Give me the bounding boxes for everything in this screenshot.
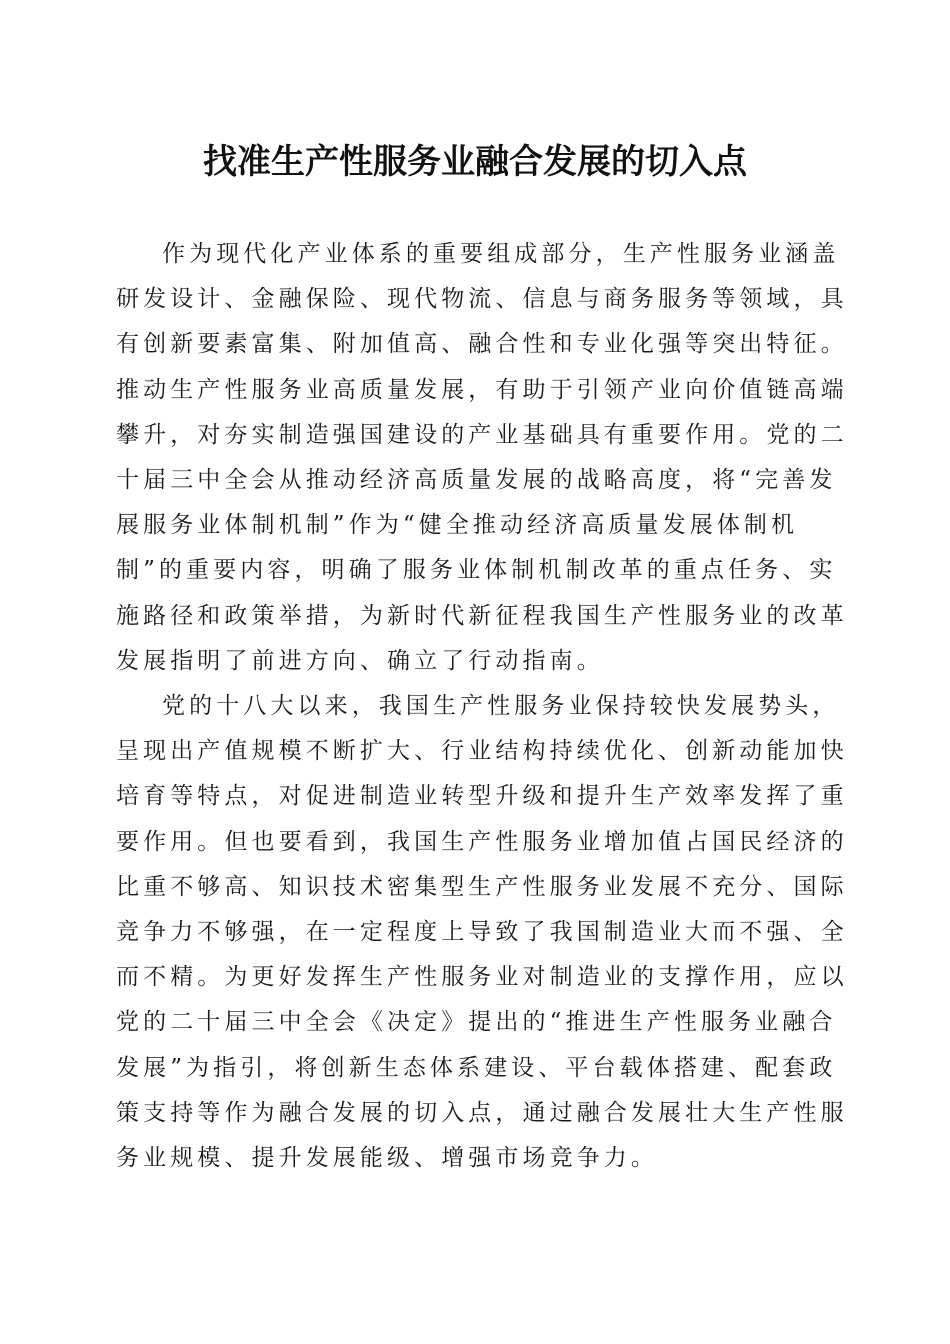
paragraph-line: 呈现出产值规模不断扩大、行业结构持续优化、创新动能加快: [116, 738, 848, 765]
paragraph-line: 要作用。但也要看到，我国生产性服务业增加值占国民经济的: [116, 828, 848, 855]
paragraph-line: 推动生产性服务业高质量发展，有助于引领产业向价值链高端: [116, 376, 848, 403]
document-title: 找准生产性服务业融合发展的切入点: [203, 142, 747, 182]
paragraph-line: 制”的重要内容，明确了服务业体制机制改革的重点任务、实: [116, 557, 837, 584]
paragraph-line: 比重不够高、知识技术密集型生产性服务业发展不充分、国际: [116, 873, 848, 900]
paragraph-line: 研发设计、金融保险、现代物流、信息与商务服务等领域，具: [116, 286, 848, 313]
paragraph-line: 党的二十届三中全会《决定》提出的“推进生产性服务业融合: [116, 1009, 837, 1036]
paragraph-line: 竞争力不够强，在一定程度上导致了我国制造业大而不强、全: [116, 919, 848, 946]
paragraph-line: 党的十八大以来，我国生产性服务业保持较快发展势头，: [162, 693, 840, 720]
paragraph-line: 发展”为指引，将创新生态体系建设、平台载体搭建、配套政: [116, 1054, 837, 1081]
paragraph-line: 务业规模、提升发展能级、增强市场竞争力。: [116, 1145, 658, 1172]
paragraph-line: 展服务业体制机制”作为“健全推动经济高质量发展体制机: [116, 512, 799, 539]
paragraph-line: 有创新要素富集、附加值高、融合性和专业化强等突出特征。: [116, 331, 848, 358]
paragraph-line: 十届三中全会从推动经济高质量发展的战略高度，将“完善发: [116, 467, 837, 494]
paragraph-line: 培育等特点，对促进制造业转型升级和提升生产效率发挥了重: [116, 783, 848, 810]
paragraph-line: 发展指明了前进方向、确立了行动指南。: [116, 647, 604, 674]
paragraph-line: 施路径和政策举措，为新时代新征程我国生产性服务业的改革: [116, 602, 848, 629]
paragraph-line: 攀升，对夯实制造强国建设的产业基础具有重要作用。党的二: [116, 421, 848, 448]
paragraph-line: 策支持等作为融合发展的切入点，通过融合发展壮大生产性服: [116, 1099, 848, 1126]
paragraph-line: 作为现代化产业体系的重要组成部分，生产性服务业涵盖: [162, 241, 840, 267]
paragraph-line: 而不精。为更好发挥生产性服务业对制造业的支撑作用，应以: [116, 964, 848, 991]
paragraph-2: [116, 684, 848, 1181]
paragraph-1: [116, 232, 848, 684]
document-body: [116, 232, 848, 1181]
